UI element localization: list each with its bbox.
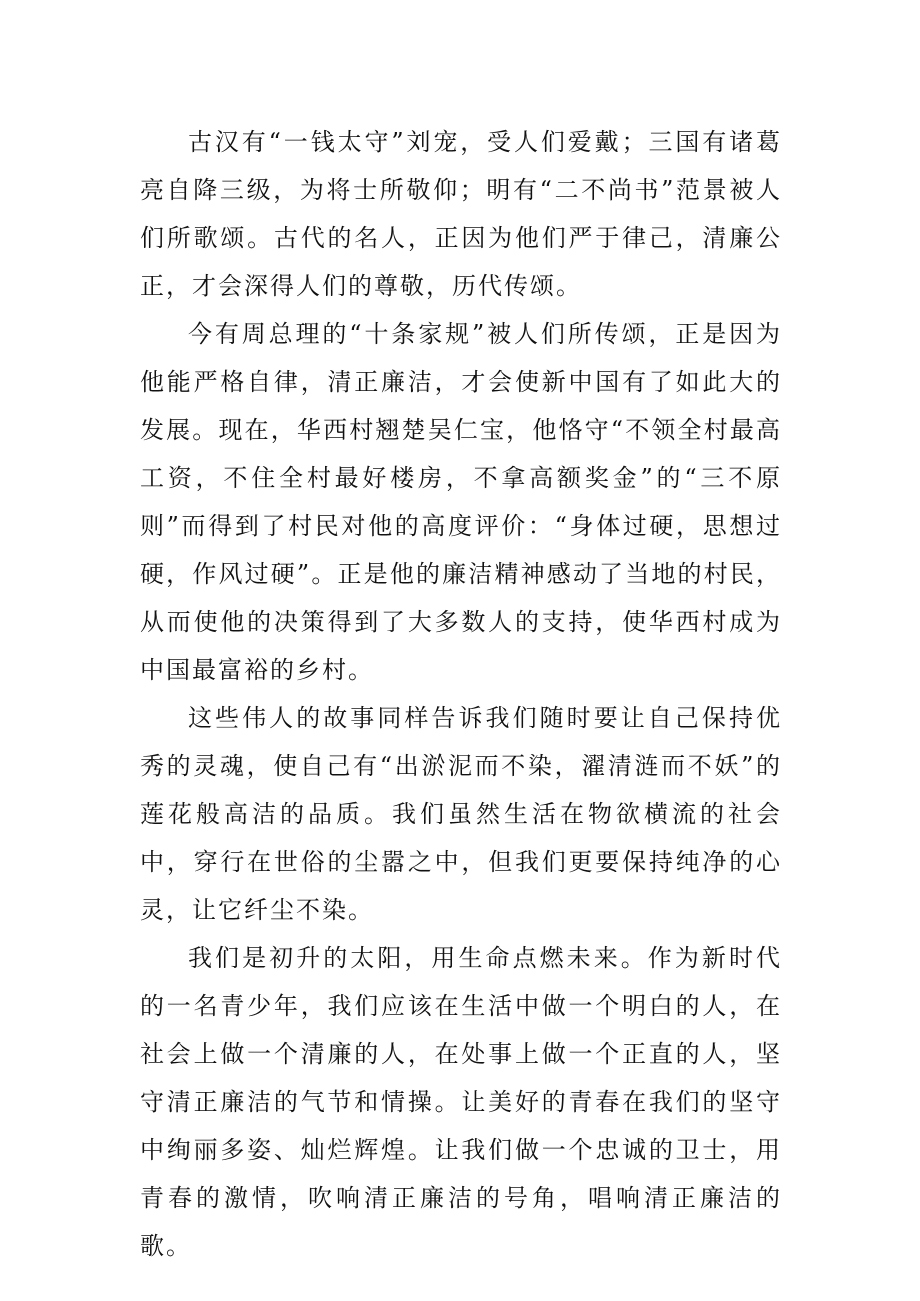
paragraph-2: 今有周总理的“十条家规”被人们所传颂，正是因为他能严格自律，清正廉洁，才会使新中国有了如此大的发展。现在，华西村翘楚吴仁宝，他恪守“不领全村最高工资，不住全村最好楼房，不拿高额奖金”的“三不原则”而得到了村民对他的高度评价：“身体过硬，思想过硬，作风过硬”。正是他的廉洁精神感动了当地的村民，从而使他的决策得到了大多数人的支持，使华西村成为中国最富裕的乡村。	[140, 320, 782, 684]
paragraph-1: 古汉有“一钱太守”刘宠，受人们爱戴；三国有诸葛亮自降三级，为将士所敬仰；明有“二不尚书”范景被人们所歌颂。古代的名人，正因为他们严于律己，清廉公正，才会深得人们的尊敬，历代传颂。	[140, 128, 782, 300]
paragraph-4: 我们是初升的太阳，用生命点燃未来。作为新时代的一名青少年，我们应该在生活中做一个明白的人，在社会上做一个清廉的人，在处事上做一个正直的人，坚守清正廉洁的气节和情操。让美好的青春在我们的坚守中绚丽多姿、灿烂辉煌。让我们做一个忠诚的卫士，用青春的激情，吹响清正廉洁的号角，唱响清正廉洁的歌。	[140, 944, 782, 1260]
document-body	[140, 118, 782, 1270]
paragraph-3: 这些伟人的故事同样告诉我们随时要让自己保持优秀的灵魂，使自己有“出淤泥而不染，濯清涟而不妖”的莲花般高洁的品质。我们虽然生活在物欲横流的社会中，穿行在世俗的尘嚣之中，但我们更要保持纯净的心灵，让它纤尘不染。	[140, 704, 782, 924]
